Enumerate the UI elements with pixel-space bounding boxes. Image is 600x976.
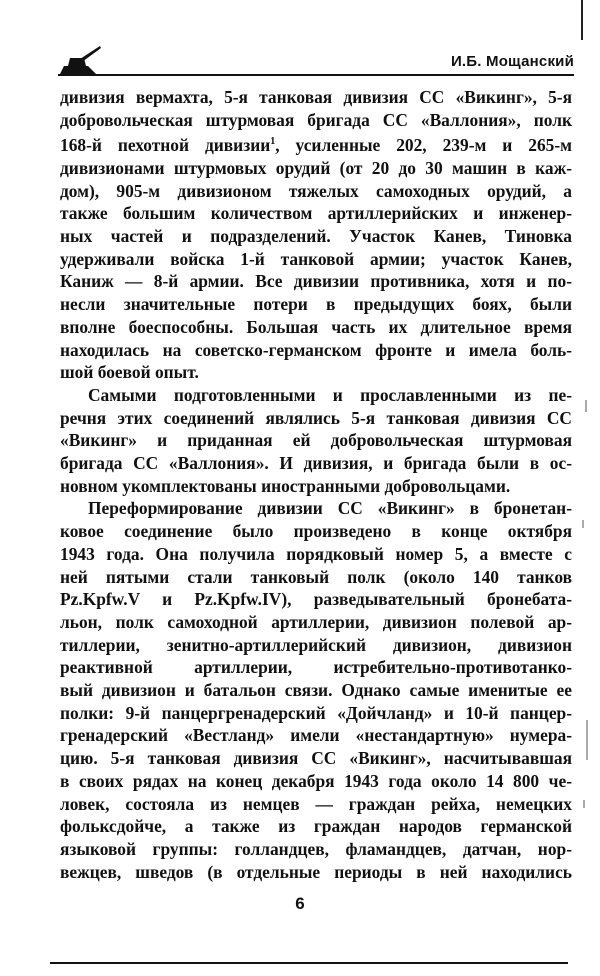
text-line: Переформирование дивизии СС «Викинг» в бронетан-	[88, 498, 572, 519]
header-author: И.Б. Мощанский	[450, 53, 574, 70]
paragraph-3	[60, 497, 572, 883]
text-line: несли значительные потери в предыдущих боях, были	[60, 294, 572, 315]
text-line: тиллерии, зенитно-артиллерийский дивизион, дивизион	[60, 634, 572, 655]
page-header	[58, 44, 574, 78]
footnote-mark: 1	[270, 136, 276, 148]
footer-rule	[50, 962, 568, 964]
text-line: «Викинг» и приданная ей добровольческая штурмовая	[60, 430, 572, 451]
paragraph-1	[60, 86, 572, 384]
text-line: шой боевой опыт.	[60, 362, 199, 383]
text-line: находилась на советско-германском фронте и имела боль-	[60, 339, 572, 360]
text-line: цию. 5-я танковая дивизия СС «Викинг», насчитывавшая	[60, 748, 572, 769]
text-line: языковой группы: голландцев, фламандцев, датчан, нор-	[60, 839, 572, 859]
text-line: дом), 905-м дивизионом тяжелых самоходных орудий, а	[60, 180, 572, 201]
text-line: полки: 9-й панцергренадерский «Дойчланд» и 10-й панцер-	[60, 702, 572, 723]
text-line: 168-й пехотной дивизии$^1$, усиленные 202, 239-м и 265-м	[60, 135, 572, 156]
text-line: Самыми подготовленными и прославленными из пе-	[88, 384, 572, 405]
text-line: гренадерский «Вестланд» имели «нестандартную» нумера-	[60, 725, 572, 746]
header-rule	[102, 74, 574, 76]
text-line: удерживали войска 1-й танковой армии; участок Канев,	[60, 248, 572, 269]
text-line: фольксдойче, а также из граждан народов германской	[60, 816, 572, 837]
text-line: ней пятыми стали танковый полк (около 140 танков	[60, 566, 572, 587]
text-line: новном укомплектованы иностранными добровольцами.	[60, 475, 511, 496]
text-line: Каниж — 8-й армии. Все дивизии противника, хотя и по-	[60, 271, 572, 292]
text-line: 1943 года. Она получила порядковый номер 5, а вместе с	[60, 543, 572, 564]
text-line: Pz.Kpfw.V и Pz.Kpfw.IV), разведывательный бронебата-	[60, 589, 572, 610]
text-line: в своих рядах на конец декабря 1943 года около 14 800 че-	[60, 770, 572, 791]
scan-edge-marks	[580, 0, 590, 976]
text-line: вежцев, шведов (в отдельные периоды в ней находились	[60, 861, 572, 882]
text-line: добровольческая штурмовая бригада СС «Валлония», полк	[60, 109, 572, 130]
paragraph-2	[60, 384, 572, 498]
text-line: ловек, состояла из немцев — граждан рейха, немецких	[60, 793, 572, 814]
text-line: вый дивизион и батальон связи. Однако самые именитые ее	[60, 680, 572, 701]
text-line: ковое соединение было произведено в конце октября	[60, 521, 572, 542]
text-line: вполне боеспособны. Большая часть их длительное время	[60, 316, 572, 337]
tank-icon	[58, 44, 102, 76]
text-line: речня этих соединений являлись 5-я танковая дивизия СС	[60, 407, 572, 428]
text-line: реактивной артиллерии, истребительно-противотанко-	[60, 657, 572, 678]
page-number: 6	[295, 894, 305, 913]
text-line: льон, полк самоходной артиллерии, дивизион полевой ар-	[60, 611, 572, 632]
text-line: ных частей и подразделений. Участок Канев, Тиновка	[60, 226, 572, 247]
body-text	[60, 86, 572, 883]
text-line: дивизия вермахта, 5-я танковая дивизия СС «Викинг», 5-я	[60, 87, 572, 107]
text-line: дивизионами штурмовых орудий (от 20 до 30 машин в каж-	[60, 157, 572, 178]
text-line: бригада СС «Валлония». И дивизия, и бригада были в ос-	[60, 453, 572, 474]
text-line: также большим количеством артиллерийских и инженер-	[60, 203, 572, 224]
